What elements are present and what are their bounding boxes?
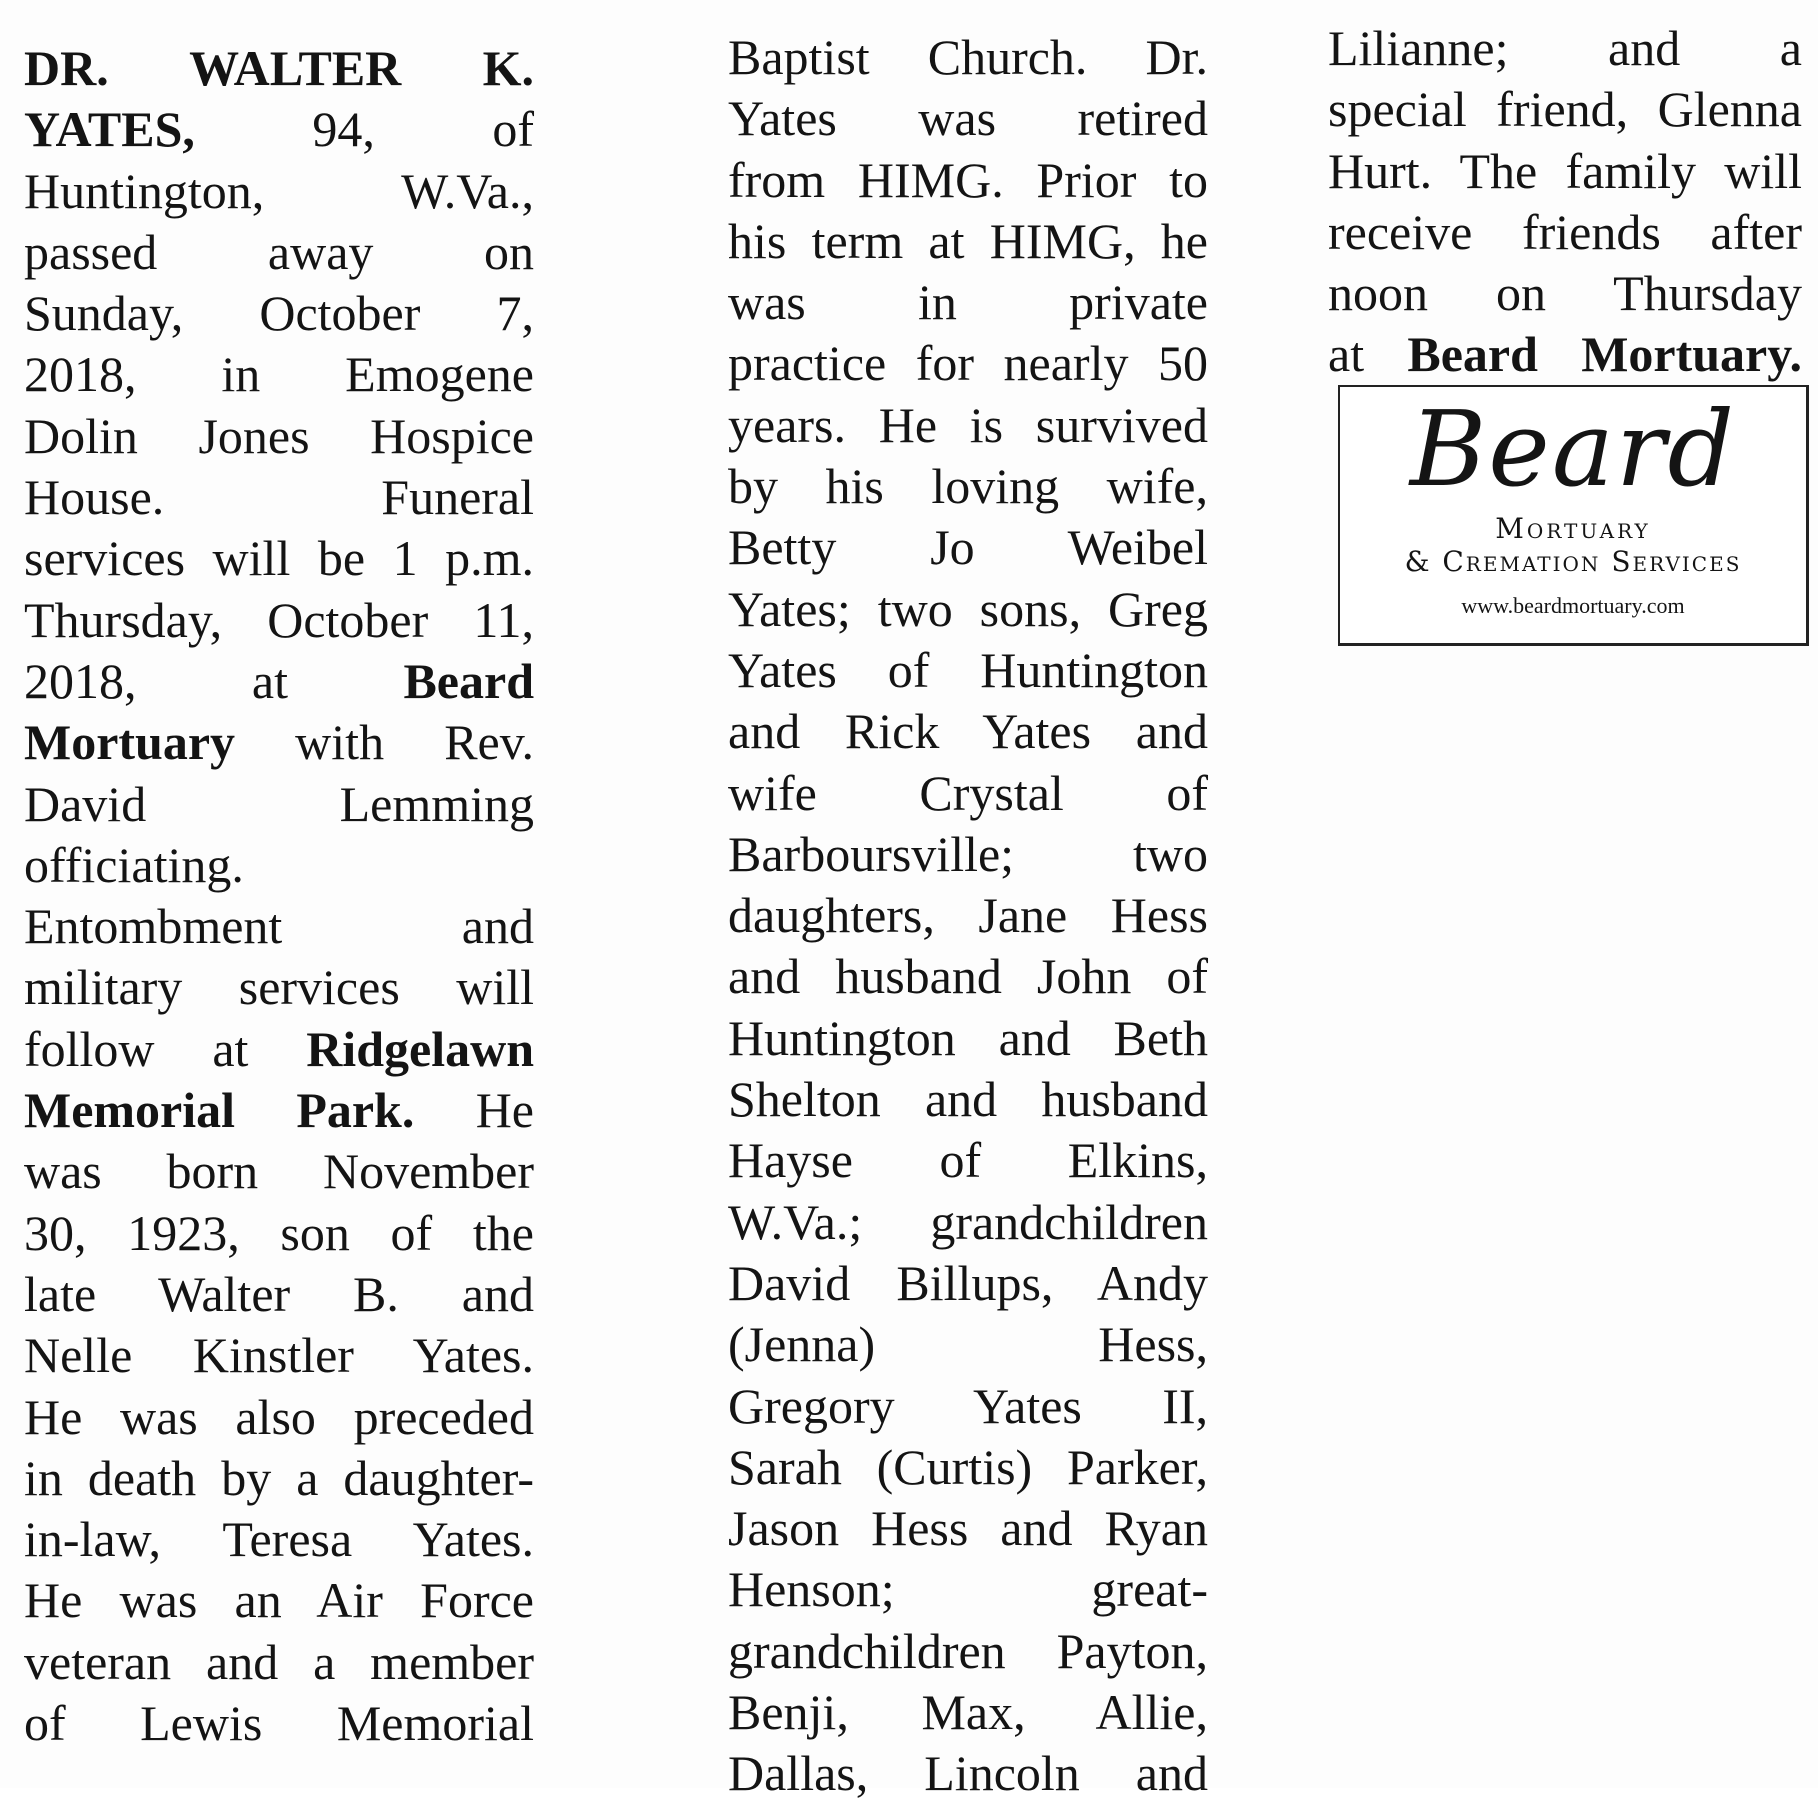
text-run: his term at HIMG, he (728, 212, 1208, 269)
obituary-line (24, 283, 534, 344)
text-run: of Lewis Memorial (24, 1695, 534, 1752)
bold-text: Ridgelawn (306, 1020, 534, 1077)
text-run: Jason Hess and Ryan (728, 1500, 1208, 1557)
obituary-line (728, 333, 1208, 394)
text-run: 2018, at (24, 652, 404, 709)
obituary-line (728, 456, 1208, 517)
obituary-line (24, 835, 534, 896)
bold-text: YATES, (24, 101, 195, 158)
text-run: in-law, Teresa Yates. (24, 1511, 534, 1568)
text-run: grandchildren Payton, (728, 1622, 1208, 1679)
text-run: and Rick Yates and (728, 703, 1208, 760)
obituary-line (728, 763, 1208, 824)
obituary-line (728, 211, 1208, 272)
obituary-line (1328, 324, 1802, 385)
text-run: wife Crystal of (728, 764, 1208, 821)
obituary-line (24, 1203, 534, 1264)
text-run: Shelton and husband (728, 1071, 1208, 1128)
text-run: Lilianne; and a (1328, 20, 1802, 76)
obituary-line (728, 27, 1208, 88)
bold-text: DR. WALTER K. (24, 40, 534, 96)
obituary-line (24, 222, 534, 283)
obituary-line (24, 712, 534, 773)
text-run: He (414, 1082, 534, 1139)
obituary-line (728, 1253, 1208, 1314)
obituary-column-2 (728, 27, 1208, 1805)
text-run: (Jenna) Hess, (728, 1316, 1208, 1373)
text-run: Yates was retired (728, 90, 1208, 147)
obituary-line (728, 1621, 1208, 1682)
obituary-line (24, 774, 534, 835)
logo-website: www.beardmortuary.com (1461, 593, 1685, 618)
obituary-line (24, 1387, 534, 1448)
text-run: 94, of (194, 101, 534, 158)
bold-text: Mortuary (24, 714, 236, 771)
text-run: House. Funeral (24, 469, 534, 526)
text-run: by his loving wife, (728, 458, 1208, 515)
obituary-line (24, 1325, 534, 1386)
text-run: was in private (728, 274, 1208, 331)
text-run: Yates; two sons, Greg (728, 580, 1208, 637)
text-run: passed away on (24, 223, 534, 280)
obituary-line (24, 99, 534, 160)
obituary-line (24, 1448, 534, 1509)
text-run: Gregory Yates II, (728, 1377, 1208, 1434)
obituary-line (728, 88, 1208, 149)
text-run: late Walter B. and (24, 1265, 534, 1322)
obituary-line (1328, 79, 1802, 140)
obituary-line (728, 1437, 1208, 1498)
text-run: Nelle Kinstler Yates. (24, 1327, 534, 1384)
obituary-line (24, 1264, 534, 1325)
text-run: David Billups, Andy (728, 1254, 1208, 1311)
text-run: with Rev. (235, 714, 534, 771)
text-run: military services will (24, 959, 534, 1016)
text-run: Dolin Jones Hospice (24, 407, 534, 464)
text-run: 2018, in Emogene (24, 346, 534, 403)
obituary-line (728, 701, 1208, 762)
text-run: Betty Jo Weibel (728, 519, 1208, 576)
text-run: in death by a daughter- (24, 1449, 534, 1506)
obituary-line (728, 1069, 1208, 1130)
obituary-line (728, 517, 1208, 578)
obituary-line (728, 395, 1208, 456)
obituary-line (728, 824, 1208, 885)
text-run: Hurt. The family will (1328, 142, 1802, 199)
text-run: David Lemming (24, 775, 534, 832)
obituary-line (24, 651, 534, 712)
logo-services-text: & Cremation Services (1404, 545, 1742, 578)
text-run: Huntington and Beth (728, 1009, 1208, 1066)
text-run: Baptist Church. Dr. (728, 29, 1208, 85)
obituary-column-1 (24, 38, 534, 1754)
obituary-line (24, 1509, 534, 1570)
text-run: Yates of Huntington (728, 641, 1208, 698)
text-run: at (1328, 326, 1408, 383)
obituary-line (24, 1570, 534, 1631)
text-run: receive friends after (1328, 203, 1802, 260)
text-run: He was also preceded (24, 1388, 534, 1445)
obituary-line (728, 272, 1208, 333)
obituary-line (24, 528, 534, 589)
obituary-line (24, 1141, 534, 1202)
text-run: Hayse of Elkins, (728, 1132, 1208, 1189)
obituary-line (24, 406, 534, 467)
text-run: noon on Thursday (1328, 265, 1802, 322)
obituary-line (24, 1019, 534, 1080)
text-run: He was an Air Force (24, 1572, 534, 1629)
text-run: veteran and a member (24, 1633, 534, 1690)
obituary-line (24, 1693, 534, 1754)
bold-text: Memorial Park. (24, 1082, 415, 1139)
text-run: practice for nearly 50 (728, 335, 1208, 392)
text-run: Henson; great- (728, 1561, 1208, 1618)
obituary-line (24, 1632, 534, 1693)
text-run: W.Va.; grandchildren (728, 1193, 1208, 1250)
obituary-line (728, 1314, 1208, 1375)
text-run: Sarah (Curtis) Parker, (728, 1438, 1208, 1495)
obituary-line (728, 1008, 1208, 1069)
text-run: Entombment and (24, 898, 534, 955)
text-run: Thursday, October 11, (24, 591, 534, 648)
obituary-line (728, 1743, 1208, 1804)
bold-text: Beard Mortuary. (1407, 326, 1802, 383)
text-run: Sunday, October 7, (24, 285, 534, 342)
logo-mortuary-text: Mortuary (1495, 512, 1651, 545)
obituary-line (728, 885, 1208, 946)
obituary-line (728, 1192, 1208, 1253)
text-run: 30, 1923, son of the (24, 1204, 534, 1261)
obituary-line (728, 1130, 1208, 1191)
obituary-line (728, 1559, 1208, 1620)
obituary-line (24, 467, 534, 528)
funeral-home-logo (1338, 385, 1809, 646)
text-run: services will be 1 p.m. (24, 530, 534, 587)
obituary-line (1328, 141, 1802, 202)
text-run: Benji, Max, Allie, (728, 1684, 1208, 1741)
obituary-line (24, 161, 534, 222)
obituary-line (728, 640, 1208, 701)
obituary-line (24, 38, 534, 99)
obituary-line (728, 1682, 1208, 1743)
text-run: Huntington, W.Va., (24, 162, 534, 219)
obituary-column-3 (1328, 18, 1802, 386)
obituary-line (24, 344, 534, 405)
obituary-line (24, 1080, 534, 1141)
text-run: officiating. (24, 836, 244, 893)
obituary-line (728, 579, 1208, 640)
obituary-line (24, 957, 534, 1018)
obituary-line (1328, 263, 1802, 324)
bold-text: Beard (403, 652, 534, 709)
obituary-line (728, 1376, 1208, 1437)
text-run: daughters, Jane Hess (728, 887, 1208, 944)
obituary-line (24, 590, 534, 651)
text-run: years. He is survived (728, 396, 1208, 453)
text-run: was born November (24, 1143, 534, 1200)
text-run: follow at (24, 1020, 307, 1077)
obituary-line (728, 150, 1208, 211)
text-run: Dallas, Lincoln and (728, 1745, 1208, 1802)
obituary-line (728, 1498, 1208, 1559)
obituary-line (1328, 202, 1802, 263)
text-run: from HIMG. Prior to (728, 151, 1208, 208)
logo-script-name: Beard (1409, 388, 1737, 510)
obituary-line (1328, 18, 1802, 79)
obituary-line (24, 896, 534, 957)
obituary-line (728, 946, 1208, 1007)
text-run: and husband John of (728, 948, 1208, 1005)
text-run: special friend, Glenna (1328, 81, 1802, 138)
text-run: Barboursville; two (728, 825, 1208, 882)
